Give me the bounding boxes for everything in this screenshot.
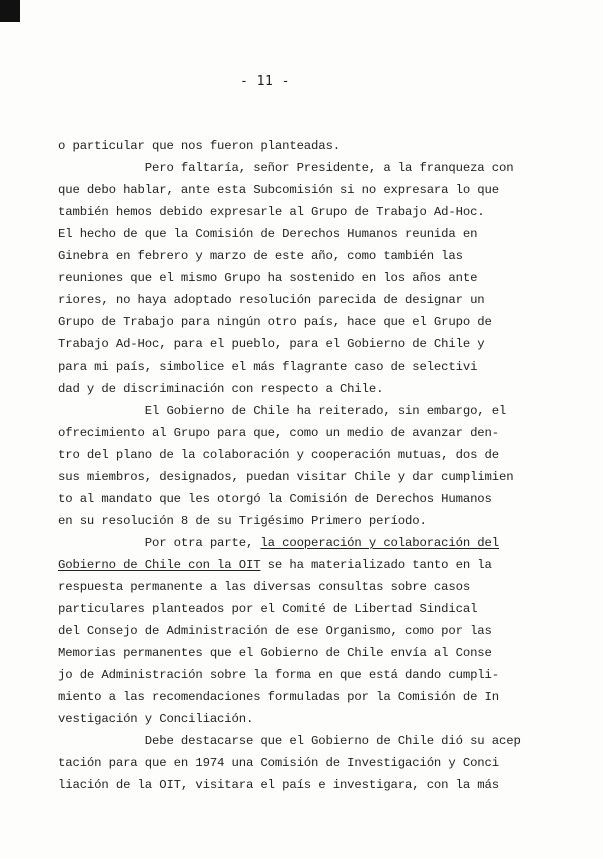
text-line: Gobierno de Chile con la OIT se ha materializado tanto en la: [58, 557, 492, 572]
text-line: o particular que nos fueron planteadas.: [58, 139, 340, 153]
underlined-text: la cooperación y colaboración del: [260, 535, 499, 550]
text-line: reuniones que el mismo Grupo ha sostenido en los años ante: [58, 271, 478, 286]
text-line: liación de la OIT, visitara el país e investigara, con la más: [58, 778, 499, 793]
text-line: tación para que en 1974 una Comisión de Investigación y Conci: [58, 756, 499, 771]
text-line: tro del plano de la colaboración y cooperación mutuas, dos de: [58, 447, 499, 462]
underlined-text: Gobierno de Chile con la OIT: [58, 557, 261, 572]
text-line: riores, no haya adoptado resolución parecida de designar un: [58, 293, 485, 308]
text-line: en su resolución 8 de su Trigésimo Primero período.: [58, 513, 427, 528]
text-line: del Consejo de Administración de ese Organismo, como por las: [58, 624, 492, 639]
text-line: que debo hablar, ante esta Subcomisión si no expresara lo que: [58, 183, 499, 198]
text-line: particulares planteados por el Comité de Libertad Sindical: [58, 602, 478, 617]
text-line: Por otra parte, la cooperación y colaboración del: [58, 535, 499, 550]
text-line: sus miembros, designados, puedan visitar Chile y dar cumplimien: [58, 469, 514, 484]
text-line: Ginebra en febrero y marzo de este año, como también las: [58, 249, 463, 264]
text-line: El hecho de que la Comisión de Derechos Humanos reunida en: [58, 227, 478, 242]
text-line: respuesta permanente a las diversas consultas sobre casos: [58, 580, 471, 594]
text-line: vestigación y Conciliación.: [58, 712, 254, 727]
page-number: - 11 -: [240, 74, 290, 89]
text-line: El Gobierno de Chile ha reiterado, sin embargo, el: [58, 403, 507, 418]
text-line: ofrecimiento al Grupo para que, como un medio de avanzar den-: [58, 425, 499, 440]
text-line: también hemos debido expresarle al Grupo de Trabajo Ad-Hoc.: [58, 205, 485, 220]
text-line: para mi país, simbolice el más flagrante caso de selectivi: [58, 359, 478, 374]
text-line: dad y de discriminación con respecto a Chile.: [58, 381, 384, 396]
text-line: Debe destacarse que el Gobierno de Chile dió su acep: [58, 734, 521, 749]
text-line: Memorias permanentes que el Gobierno de Chile envía al Conse: [58, 646, 492, 661]
text-line: Grupo de Trabajo para ningún otro país, hace que el Grupo de: [58, 315, 492, 330]
scan-corner-mark: [0, 0, 20, 22]
text-line: Pero faltaría, señor Presidente, a la franqueza con: [58, 161, 514, 176]
text-line: Trabajo Ad-Hoc, para el pueblo, para el Gobierno de Chile y: [58, 337, 485, 352]
text-line: miento a las recomendaciones formuladas por la Comisión de In: [58, 690, 499, 705]
text-line: jo de Administración sobre la forma en que está dando cumpli-: [58, 668, 499, 683]
text-line: to al mandato que les otorgó la Comisión de Derechos Humanos: [58, 491, 492, 506]
